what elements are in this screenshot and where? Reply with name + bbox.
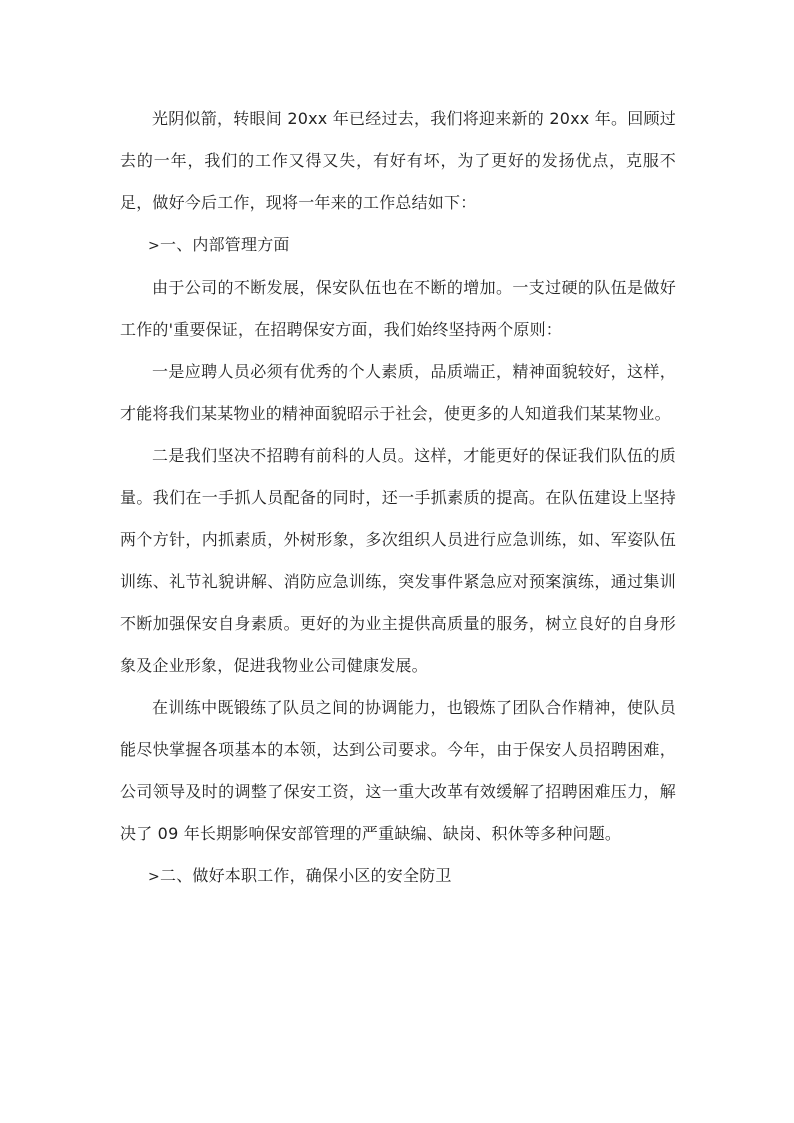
- heading-text: 二、做好本职工作，确保小区的安全防卫: [160, 866, 452, 885]
- section-heading-internal-management: [120, 224, 676, 267]
- document-page: [120, 98, 676, 898]
- body-paragraph: 一是应聘人员必须有优秀的个人素质，品质端正，精神面貌较好，这样，才能将我们某某物业的精神面貌昭示于社会，使更多的人知道我们某某物业。: [120, 362, 676, 423]
- intro-paragraph: 光阴似箭，转眼间 20xx 年已经过去，我们将迎来新的 20xx 年。回顾过去的一年，我们的工作又得又失，有好有坏，为了更好的发扬优点，克服不足，做好今后工作，现将一年来的工作总结如下：: [120, 109, 676, 212]
- section-heading-security-duty: [120, 855, 676, 898]
- body-paragraph: 在训练中既锻练了队员之间的协调能力，也锻炼了团队合作精神，使队员能尽快掌握各项基本的本领，达到公司要求。今年，由于保安人员招聘困难，公司领导及时的调整了保安工资，这一重大改革有效缓解了招聘困难压力，解决了 09 年长期影响保安部管理的严重缺编、缺岗、积休等多种问题。: [120, 698, 676, 843]
- body-paragraph: 由于公司的不断发展，保安队伍也在不断的增加。一支过硬的队伍是做好工作的'重要保证，在招聘保安方面，我们始终坚持两个原则：: [120, 278, 676, 339]
- heading-marker: >: [148, 238, 160, 254]
- heading-marker: >: [148, 869, 160, 885]
- heading-text: 一、内部管理方面: [160, 235, 290, 254]
- body-paragraph: 二是我们坚决不招聘有前科的人员。这样，才能更好的保证我们队伍的质量。我们在一手抓人员配备的同时，还一手抓素质的提高。在队伍建设上坚持两个方针，内抓素质，外树形象，多次组织人员进行应急训练，如、军姿队伍训练、礼节礼貌讲解、消防应急训练，突发事件紧急应对预案演练，通过集训不断加强保安自身素质。更好的为业主提供高质量的服务，树立良好的自身形象及企业形象，促进我物业公司健康发展。: [120, 446, 676, 675]
